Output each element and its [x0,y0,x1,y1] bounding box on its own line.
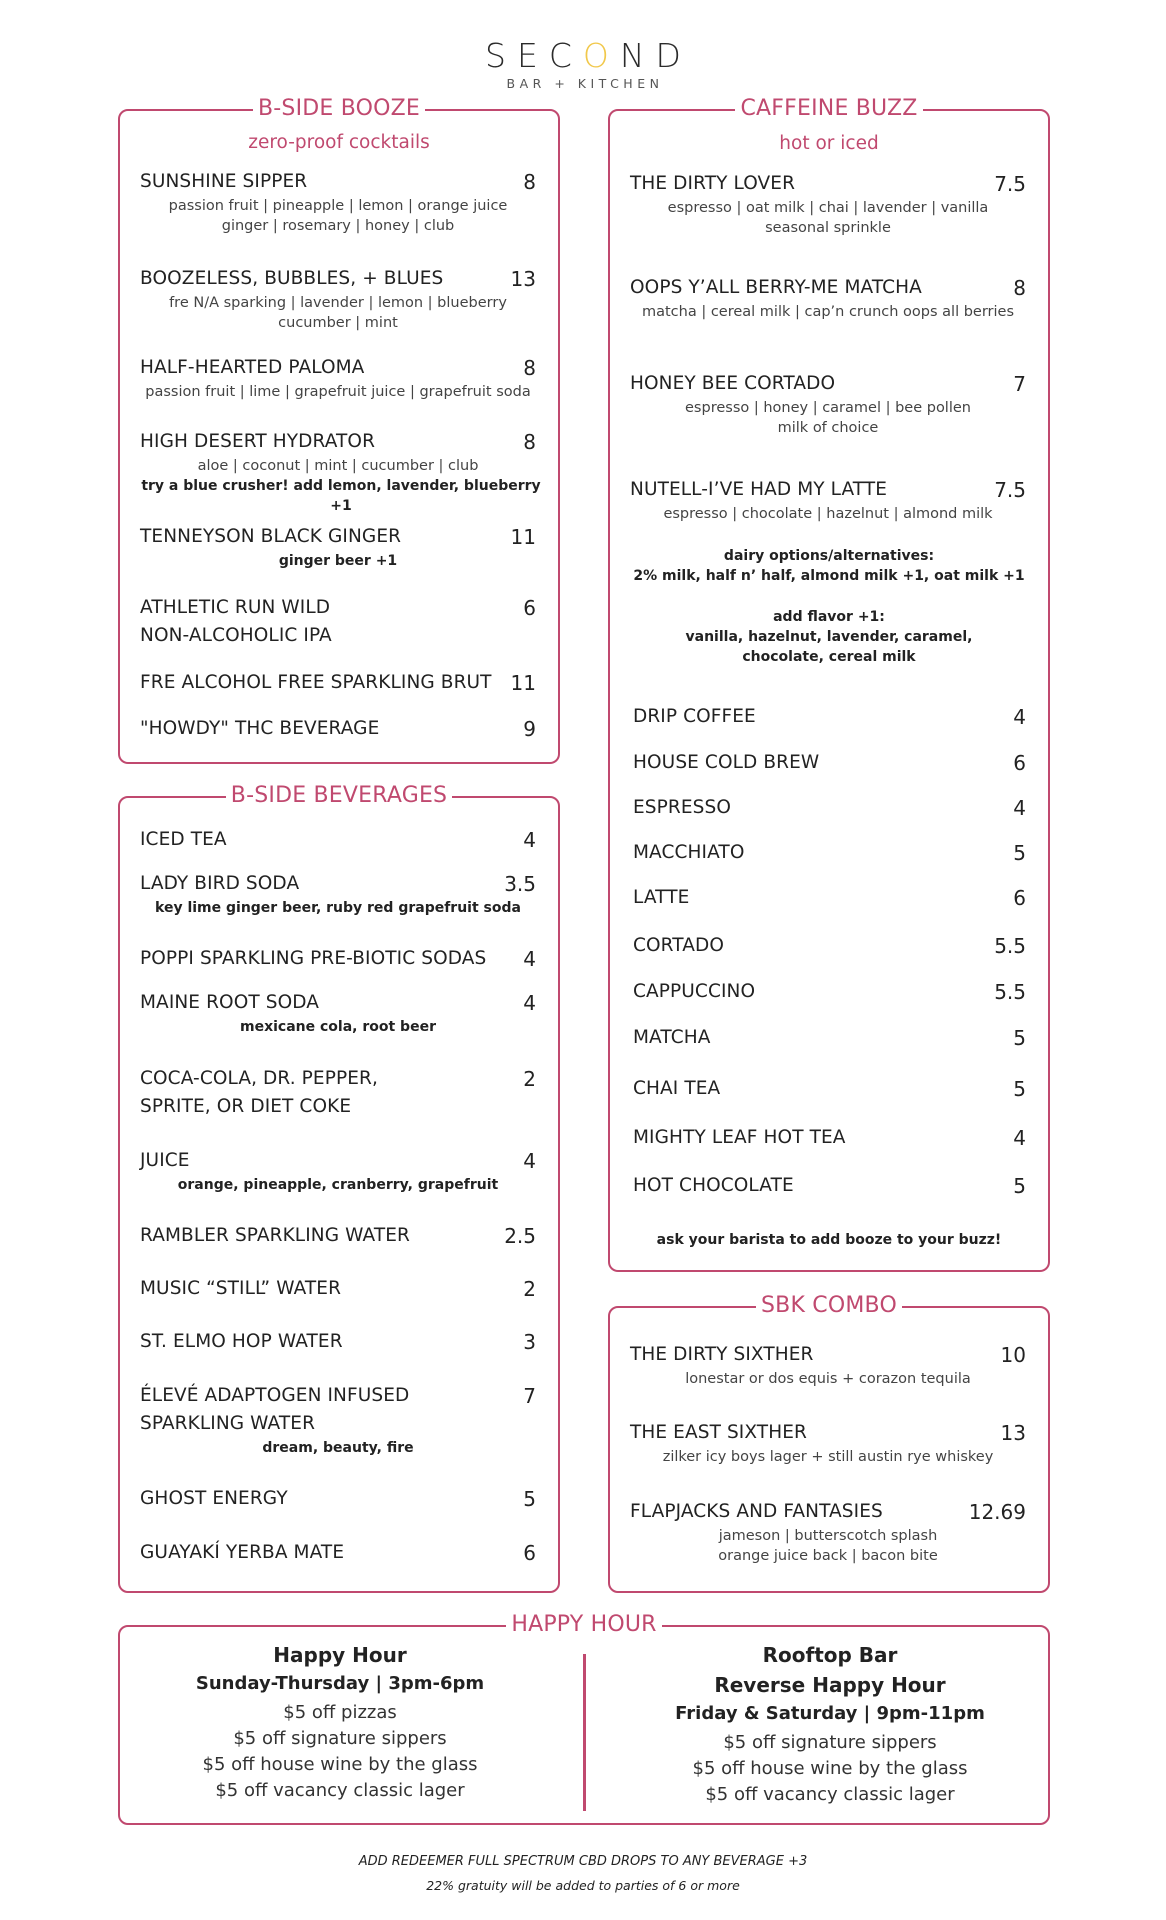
item-name: TENNEYSON BLACK GINGER [140,526,402,547]
item-price: 8 [523,170,536,194]
note-line: chocolate, cereal milk [742,649,916,665]
item-name: ÉLEVÉ ADAPTOGEN INFUSED [140,1385,410,1406]
item-note: dream, beauty, fire [262,1440,414,1456]
item-name: HOT CHOCOLATE [633,1175,794,1196]
hh-title: Rooftop Bar [762,1643,898,1667]
item-price: 5 [1013,841,1026,865]
menu-item [140,428,541,516]
item-desc: seasonal sprinkle [765,220,891,236]
note-line: dairy options/alternatives: [723,548,935,564]
section-title [610,1293,1048,1321]
caffeine-buzz-section [608,96,1050,1272]
item-name: BOOZELESS, BUBBLES, + BLUES [140,268,444,289]
menu-item [140,1539,536,1567]
menu-item [140,354,536,402]
section-title [610,96,1048,124]
hh-title-line2: Reverse Happy Hour [714,1673,946,1697]
item-price: 7 [1013,372,1026,396]
item-name: MAINE ROOT SODA [140,992,320,1013]
item-name: FRE ALCOHOL FREE SPARKLING BRUT [140,672,492,693]
menu-item [633,978,1026,1006]
brand-name-part: SEC [485,36,583,75]
menu-item [140,1328,536,1356]
item-desc: lonestar or dos equis + corazon tequila [685,1371,971,1387]
item-name: NUTELL-I’VE HAD MY LATTE [630,479,888,500]
item-price: 2 [523,1067,536,1091]
item-desc: matcha | cereal milk | cap’n crunch oops all berries [641,304,1015,320]
item-name: POPPI SPARKLING PRE-BIOTIC SODAS [140,948,487,969]
item-price: 12.69 [968,1500,1026,1524]
item-name: "HOWDY" THC BEVERAGE [140,718,380,739]
hh-deal: $5 off pizzas [283,1702,397,1723]
item-price: 4 [523,947,536,971]
item-name: CHAI TEA [633,1078,721,1099]
item-name: ICED TEA [140,829,227,850]
item-desc: espresso | chocolate | hazelnut | almond milk [663,506,993,522]
happy-hour-weekday [140,1640,540,1804]
item-name: LATTE [633,887,690,908]
brand-logo-mark: O [582,36,620,75]
item-name: ESPRESSO [633,797,731,818]
menu-item [633,1172,1026,1200]
item-name-line2: SPRITE, OR DIET COKE [140,1096,352,1117]
item-desc: cucumber | mint [278,315,398,331]
menu-item [633,1024,1026,1052]
note-line: add flavor +1: [773,609,885,625]
menu-item [633,1124,1026,1152]
menu-item [633,884,1026,912]
gratuity-note: 22% gratuity will be added to parties of 6 or more [426,1878,740,1893]
happy-hour-divider [583,1654,586,1811]
item-price: 7.5 [994,478,1026,502]
item-name: MATCHA [633,1027,711,1048]
item-price: 4 [523,991,536,1015]
menu-item [633,932,1026,960]
item-name: GUAYAKÍ YERBA MATE [140,1542,345,1563]
item-price: 10 [1000,1343,1026,1367]
item-name: CAPPUCCINO [633,981,756,1002]
menu-item [140,1275,536,1303]
item-price: 6 [1013,886,1026,910]
dairy-options-note [610,546,1048,586]
item-desc: fre N/A sparking | lavender | lemon | blueberry [169,295,507,311]
item-name: ST. ELMO HOP WATER [140,1331,343,1352]
hh-deal: $5 off signature sippers [723,1732,937,1753]
item-price: 13 [1000,1421,1026,1445]
item-desc: passion fruit | pineapple | lemon | orange juice [168,198,508,214]
section-title-text: B-SIDE BEVERAGES [226,783,452,808]
bside-booze-section [118,96,560,764]
item-price: 9 [523,717,536,741]
item-name-line2: NON-ALCOHOLIC IPA [140,625,332,646]
item-price: 4 [523,828,536,852]
menu-item [140,989,536,1037]
item-desc: espresso | honey | caramel | bee pollen [685,400,971,416]
item-price: 8 [523,430,536,454]
item-price: 8 [523,356,536,380]
item-price: 6 [523,1541,536,1565]
item-desc: ginger | rosemary | honey | club [221,218,455,234]
menu-item [140,1147,536,1195]
item-name: GHOST ENERGY [140,1488,288,1509]
hh-deal: $5 off house wine by the glass [202,1754,478,1775]
menu-item [630,1341,1026,1389]
menu-item [633,794,1026,822]
section-subtitle: hot or iced [779,133,879,154]
menu-item [140,594,536,650]
item-name: HONEY BEE CORTADO [630,373,836,394]
menu-item [140,826,536,854]
menu-item [140,870,536,918]
item-note: key lime ginger beer, ruby red grapefruit soda [155,900,521,916]
item-price: 4 [1013,796,1026,820]
menu-item [140,265,536,333]
item-name: JUICE [140,1150,190,1171]
item-desc: orange juice back | bacon bite [718,1548,938,1564]
menu-item [633,703,1026,731]
menu-item [140,715,536,743]
item-name: DRIP COFFEE [633,706,756,727]
menu-item [630,476,1026,524]
item-desc: milk of choice [777,420,879,436]
item-name: CORTADO [633,935,725,956]
item-price: 6 [1013,751,1026,775]
menu-item [140,1382,536,1458]
brand-logo [0,36,1166,91]
section-title-text: B-SIDE BOOZE [253,96,425,121]
item-price: 4 [1013,1126,1026,1150]
add-flavor-note [610,607,1048,667]
section-subtitle: zero-proof cocktails [248,132,430,153]
section-title [120,96,558,124]
item-name: FLAPJACKS AND FANTASIES [630,1501,883,1522]
hh-schedule: Friday & Saturday | 9pm-11pm [675,1703,985,1724]
item-name-line2: SPARKLING WATER [140,1413,316,1434]
item-name: COCA-COLA, DR. PEPPER, [140,1068,378,1089]
section-title [120,1612,1048,1640]
menu-item [140,168,536,236]
item-note: try a blue crusher! add lemon, lavender, blueberry +1 [141,478,541,514]
item-price: 13 [510,267,536,291]
section-title-text: CAFFEINE BUZZ [735,96,922,121]
item-price: 5 [523,1487,536,1511]
item-price: 4 [523,1149,536,1173]
item-price: 2.5 [504,1224,536,1248]
hh-deal: $5 off vacancy classic lager [215,1780,465,1801]
bside-beverages-section [118,783,560,1593]
item-price: 7 [523,1384,536,1408]
menu-item [140,669,536,697]
item-price: 3 [523,1330,536,1354]
item-note: orange, pineapple, cranberry, grapefruit [177,1177,499,1193]
brand-name-part: ND [619,36,692,75]
section-title-text: HAPPY HOUR [506,1612,661,1637]
menu-item [140,523,536,571]
item-price: 2 [523,1277,536,1301]
section-title-text: SBK COMBO [756,1293,902,1318]
item-price: 5 [1013,1077,1026,1101]
item-price: 11 [510,671,536,695]
item-name: HOUSE COLD BREW [633,752,820,773]
menu-item [630,1419,1026,1467]
item-price: 5 [1013,1026,1026,1050]
item-name: MIGHTY LEAF HOT TEA [633,1127,846,1148]
item-desc: zilker icy boys lager + still austin rye whiskey [662,1449,994,1465]
menu-item [633,749,1026,777]
item-price: 5.5 [994,934,1026,958]
item-desc: jameson | butterscotch splash [718,1528,938,1544]
item-price: 5.5 [994,980,1026,1004]
item-name: SUNSHINE SIPPER [140,171,308,192]
hh-deal: $5 off signature sippers [233,1728,447,1749]
item-note: mexicane cola, root beer [240,1019,436,1035]
section-title [120,783,558,811]
item-name: OOPS Y’ALL BERRY-ME MATCHA [630,277,922,298]
item-price: 7.5 [994,172,1026,196]
menu-item [140,945,536,973]
menu-item [140,1485,536,1513]
note-line: vanilla, hazelnut, lavender, caramel, [685,629,973,645]
item-desc: aloe | coconut | mint | cucumber | club [197,458,479,474]
item-desc: espresso | oat milk | chai | lavender | vanilla [667,200,989,216]
brand-tagline: BAR + KITCHEN [506,76,664,91]
menu-item [630,274,1026,322]
hh-title: Happy Hour [273,1643,407,1667]
item-name: HALF-HEARTED PALOMA [140,357,365,378]
item-name: MUSIC “STILL” WATER [140,1278,342,1299]
sbk-combo-section [608,1293,1050,1593]
item-note: ginger beer +1 [278,553,398,569]
menu-item [140,1222,536,1250]
menu-item [140,1065,536,1121]
menu-item [633,1075,1026,1103]
item-name: THE DIRTY LOVER [630,173,796,194]
cbd-note: ADD REDEEMER FULL SPECTRUM CBD DROPS TO ANY BEVERAGE +3 [358,1854,808,1869]
item-price: 5 [1013,1174,1026,1198]
item-price: 4 [1013,705,1026,729]
item-name: THE DIRTY SIXTHER [630,1344,814,1365]
item-price: 6 [523,596,536,620]
item-name: HIGH DESERT HYDRATOR [140,431,376,452]
menu-item [633,839,1026,867]
item-price: 11 [510,525,536,549]
item-name: LADY BIRD SODA [140,873,300,894]
hh-deal: $5 off vacancy classic lager [705,1784,955,1805]
item-desc: passion fruit | lime | grapefruit juice | grapefruit soda [145,384,531,400]
hh-schedule: Sunday-Thursday | 3pm-6pm [195,1673,485,1694]
menu-item [630,170,1026,238]
item-price: 8 [1013,276,1026,300]
item-name: RAMBLER SPARKLING WATER [140,1225,410,1246]
note-line: 2% milk, half n’ half, almond milk +1, oat milk +1 [633,568,1025,584]
item-name: MACCHIATO [633,842,745,863]
booze-buzz-note: ask your barista to add booze to your buzz! [656,1232,1002,1248]
menu-item [630,370,1026,438]
item-name: THE EAST SIXTHER [630,1422,807,1443]
hh-deal: $5 off house wine by the glass [692,1758,968,1779]
item-price: 3.5 [504,872,536,896]
item-name: ATHLETIC RUN WILD [140,597,331,618]
menu-item [630,1498,1026,1566]
brand-name [0,36,1166,75]
happy-hour-rooftop [630,1640,1030,1808]
